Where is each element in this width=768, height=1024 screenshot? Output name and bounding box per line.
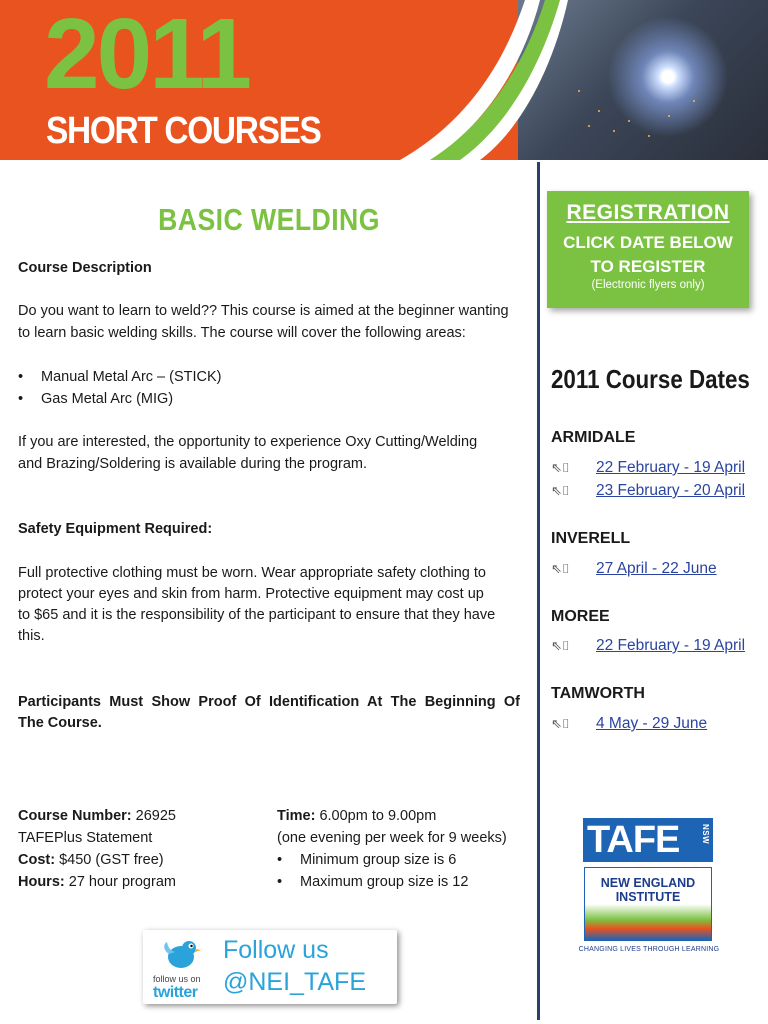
safety-line: Full protective clothing must be worn. Wear appropriate safety clothing to <box>18 565 486 581</box>
area-item: • Gas Metal Arc (MIG) <box>18 391 174 407</box>
course-title: BASIC WELDING <box>158 202 380 237</box>
time-note: (one evening per week for 9 weeks) <box>277 830 507 846</box>
header-banner <box>0 0 768 160</box>
safety-line: to $65 and it is the responsibility of the participant to ensure that they have <box>18 607 496 623</box>
oxy-line-2: and Brazing/Soldering is available during the program. <box>18 456 368 472</box>
city-moree: MOREE <box>551 608 610 625</box>
twitter-wordmark: twitter <box>153 984 198 1001</box>
date-link-row[interactable] <box>551 459 745 477</box>
identification-line-1: Participants Must Show Proof Of Identification At The Beginning Of <box>18 694 520 710</box>
registration-line-2: TO REGISTER <box>590 257 706 276</box>
date-link-row[interactable] <box>551 715 707 733</box>
description-line-1: Do you want to learn to weld?? This course is aimed at the beginner wanting <box>18 303 509 319</box>
course-cost: Cost: $450 (GST free) <box>18 852 164 868</box>
mouse-icon: ⇖⌷ <box>551 460 570 475</box>
date-link[interactable]: 4 May - 29 June <box>596 715 708 732</box>
tafe-logo: TAFE NSW <box>583 818 713 862</box>
date-link-row[interactable] <box>551 482 745 500</box>
header-year: 2011 <box>44 0 249 110</box>
city-armidale: ARMIDALE <box>551 429 636 446</box>
mouse-icon: ⇖⌷ <box>551 638 570 653</box>
tafeplus-statement: TAFEPlus Statement <box>18 830 153 846</box>
course-hours: Hours: 27 hour program <box>18 874 176 890</box>
area-item: • Manual Metal Arc – (STICK) <box>18 369 222 385</box>
course-dates-title: 2011 Course Dates <box>551 364 750 394</box>
new-england-institute-logo: NEW ENGLAND INSTITUTE <box>584 867 712 941</box>
group-max: • Maximum group size is 12 <box>277 874 469 890</box>
date-link-row[interactable] <box>551 560 717 578</box>
date-link[interactable]: 22 February - 19 April <box>596 459 746 476</box>
course-number: Course Number: 26925 <box>18 808 176 824</box>
course-time: Time: 6.00pm to 9.00pm <box>277 808 437 824</box>
twitter-small-text: follow us on <box>153 974 201 984</box>
date-link[interactable]: 23 February - 20 April <box>596 482 746 499</box>
safety-heading: Safety Equipment Required: <box>18 521 213 537</box>
city-inverell: INVERELL <box>551 530 631 547</box>
twitter-bird-icon <box>161 938 201 972</box>
oxy-line-1: If you are interested, the opportunity to experience Oxy Cutting/Welding <box>18 434 478 450</box>
registration-box <box>547 191 749 308</box>
registration-heading: REGISTRATION <box>566 201 730 224</box>
date-link[interactable]: 22 February - 19 April <box>596 637 746 654</box>
mouse-icon: ⇖⌷ <box>551 561 570 576</box>
registration-line-1: CLICK DATE BELOW <box>563 233 733 252</box>
city-tamworth: TAMWORTH <box>551 685 645 702</box>
twitter-follow-box[interactable] <box>143 930 397 1004</box>
twitter-handle[interactable]: @NEI_TAFE <box>223 968 366 996</box>
header-subtitle: SHORT COURSES <box>46 110 321 152</box>
mouse-icon: ⇖⌷ <box>551 716 570 731</box>
column-divider <box>537 162 540 1020</box>
date-link-row[interactable] <box>551 637 745 655</box>
twitter-follow-text: Follow us <box>223 936 329 964</box>
mouse-icon: ⇖⌷ <box>551 483 570 498</box>
description-heading: Course Description <box>18 260 152 276</box>
logo-tagline: CHANGING LIVES THROUGH LEARNING <box>578 946 720 953</box>
safety-line: protect your eyes and skin from harm. Protective equipment may cost up <box>18 586 484 602</box>
safety-line: this. <box>18 628 45 644</box>
group-min: • Minimum group size is 6 <box>277 852 457 868</box>
identification-line-2: The Course. <box>18 715 102 731</box>
description-line-2: to learn basic welding skills. The course will cover the following areas: <box>18 325 466 341</box>
registration-note: (Electronic flyers only) <box>591 279 705 291</box>
date-link[interactable]: 27 April - 22 June <box>596 560 717 577</box>
